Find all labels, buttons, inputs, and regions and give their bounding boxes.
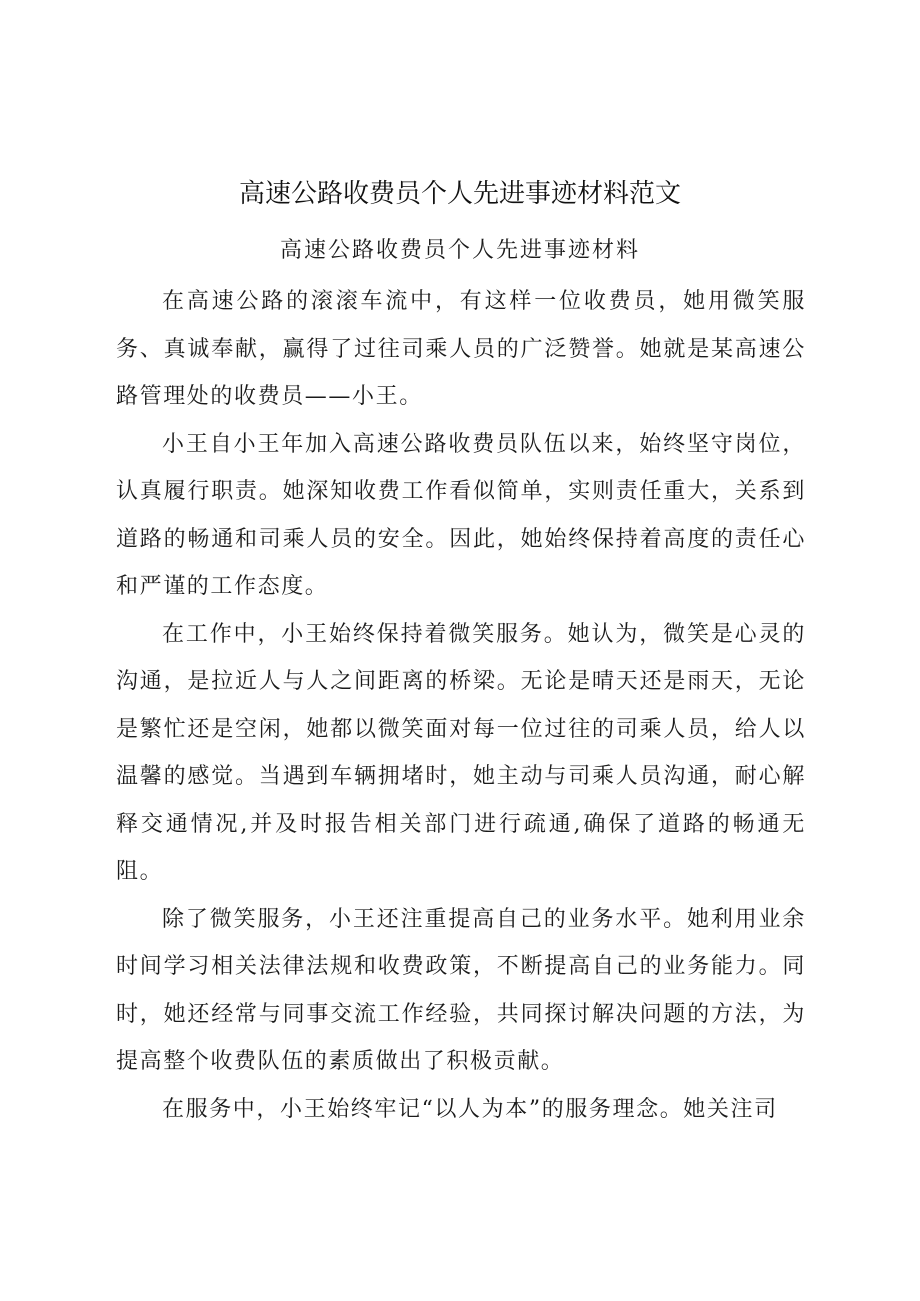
document-subtitle: 高速公路收费员个人先进事迹材料 [279, 238, 640, 263]
paragraph: 除了微笑服务，小王还注重提高自己的业务水平。她利用业余时间学习相关法律法规和收费政策，不断提高自己的业务能力。同时，她还经常与同事交流工作经验，共同探讨解决问题的方法，为提高整个收费队伍的素质做出了积极贡献。 [116, 906, 806, 1074]
document-title: 高速公路收费员个人先进事迹材料范文 [238, 179, 681, 209]
paragraph: 小王自小王年加入高速公路收费员队伍以来，始终坚守岗位，认真履行职责。她深知收费工作看似简单，实则责任重大，关系到道路的畅通和司乘人员的安全。因此，她始终保持着高度的责任心和严谨的工作态度。 [116, 431, 806, 599]
document-body [116, 278, 806, 1133]
paragraph: 在高速公路的滚滚车流中，有这样一位收费员，她用微笑服务、真诚奉献，赢得了过往司乘人员的广泛赞誉。她就是某高速公路管理处的收费员——小王。 [116, 289, 806, 409]
paragraph: 在服务中，小王始终牢记“以人为本”的服务理念。她关注司 [162, 1096, 778, 1122]
paragraph: 在工作中，小王始终保持着微笑服务。她认为，微笑是心灵的沟通，是拉近人与人之间距离的桥梁。无论是晴天还是雨天，无论是繁忙还是空闲，她都以微笑面对每一位过往的司乘人员，给人以温馨的感觉。当遇到车辆拥堵时，她主动与司乘人员沟通，耐心解释交通情况,并及时报告相关部门进行疏通,确保了道路的畅通无阻。 [116, 621, 806, 884]
